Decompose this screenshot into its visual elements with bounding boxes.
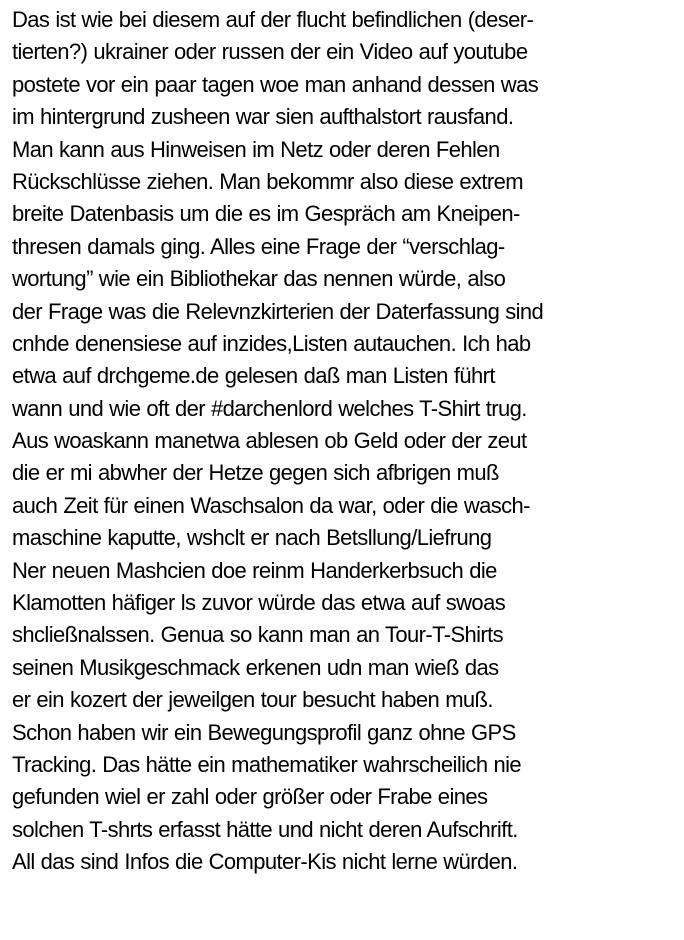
text-line: der Frage was die Relevnzkirterien der Daterfassung sind <box>12 298 544 324</box>
body-text <box>12 4 680 879</box>
text-line: die er mi abwher der Hetze gegen sich afbrigen muß <box>12 460 499 486</box>
text-line: tierten?) ukrainer oder russen der ein Video auf youtube <box>12 39 528 65</box>
text-line: er ein kozert der jeweilgen tour besucht haben muß. <box>12 687 493 713</box>
text-line: solchen T-shrts erfasst hätte und nicht deren Aufschrift. <box>12 816 518 842</box>
text-line: shcließnalssen. Genua so kann man an Tour-T-Shirts <box>12 622 504 648</box>
text-line: wann und wie oft der #darchenlord welches T-Shirt trug. <box>12 395 527 421</box>
text-line: Aus woaskann manetwa ablesen ob Geld oder der zeut <box>12 428 527 454</box>
text-line: cnhde denensiese auf inzides,Listen autauchen. Ich hab <box>12 330 531 356</box>
text-line: Man kann aus Hinweisen im Netz oder deren Fehlen <box>12 136 500 162</box>
text-line: Ner neuen Mashcien doe reinm Handerkerbsuch die <box>12 557 497 583</box>
text-line: Klamotten häfiger ls zuvor würde das etwa auf swoas <box>12 590 506 616</box>
text-line: Tracking. Das hätte ein mathematiker wahrscheilich nie <box>12 751 522 777</box>
text-line: im hintergrund zusheen war sien aufthalstort rausfand. <box>12 104 514 130</box>
text-line: Rückschlüsse ziehen. Man bekommr also diese extrem <box>12 168 524 194</box>
text-line: thresen damals ging. Alles eine Frage der “verschlag- <box>12 233 505 259</box>
text-line: etwa auf drchgeme.de gelesen daß man Listen führt <box>12 363 495 389</box>
text-line: wortung” wie ein Bibliothekar das nennen würde, also <box>12 266 506 292</box>
text-line: All das sind Infos die Computer-Kis nicht lerne würden. <box>12 849 518 875</box>
text-line: breite Datenbasis um die es im Gespräch am Kneipen- <box>12 201 520 227</box>
text-line: auch Zeit für einen Waschsalon da war, oder die wasch- <box>12 492 530 518</box>
text-line: gefunden wiel er zahl oder größer oder Frabe eines <box>12 784 488 810</box>
text-line: Das ist wie bei diesem auf der flucht befindlichen (deser- <box>12 7 534 32</box>
text-line: Schon haben wir ein Bewegungsprofil ganz ohne GPS <box>12 719 516 745</box>
text-line: postete vor ein paar tagen woe man anhand dessen was <box>12 71 539 97</box>
text-line: seinen Musikgeschmack erkenen udn man wieß das <box>12 654 499 680</box>
text-line: maschine kaputte, wshclt er nach Betsllung/Liefrung <box>12 525 492 551</box>
